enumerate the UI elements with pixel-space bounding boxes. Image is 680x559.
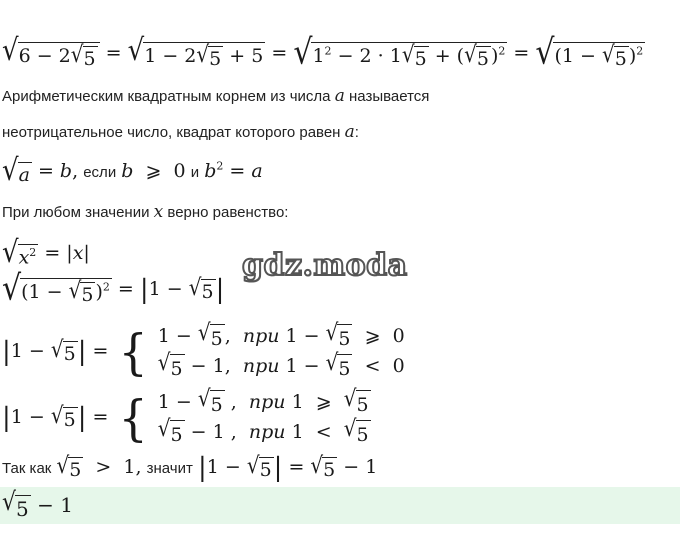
answer-box — [0, 487, 680, 524]
watermark-logo: gdz.moda — [242, 248, 408, 283]
definition-line-2: неотрицательное число, квадрат которого равен a: — [2, 122, 359, 142]
piecewise-cases-1: |1 − √ 5 | = { 1 − √ 5 , при 1 − √ 5 ⩾ 0 √ 5 − 1, при 1 − √ 5 < 0 — [2, 318, 405, 381]
conclusion-line: Так как √ 5 > 1, значит |1 − √ 5 | = √ 5 − 1 — [2, 451, 378, 483]
applied-identity: √ (1 − √ 5 )$^2$ = |1 − √ 5 | — [2, 268, 225, 309]
definition-line-1: Арифметическим квадратным корнем из числа a называется — [2, 86, 430, 106]
radical-chain-equation: √ 6 − 2 √ 5 = √ 1 − 2 √ 5 + 5 = √ $1^2 - 2 \cdot 1$ √ 5 + ( √ 5 )$^2$ = √ (1 − √ 5 )$^2$ — [2, 32, 644, 73]
abs-identity: √ $x^2$ = |x| — [2, 235, 90, 271]
answer-value: √ 5 − 1 — [2, 488, 73, 521]
definition-formula: √ a = b, если b ⩾ 0 и $b^2 = a$ — [2, 153, 263, 189]
property-intro: При любом значении x верно равенство: — [2, 202, 289, 222]
piecewise-cases-2: |1 − √ 5 | = { 1 − √ 5 , при 1 ⩾ √ 5 √ 5 − 1 , при 1 < √ 5 — [2, 384, 369, 447]
